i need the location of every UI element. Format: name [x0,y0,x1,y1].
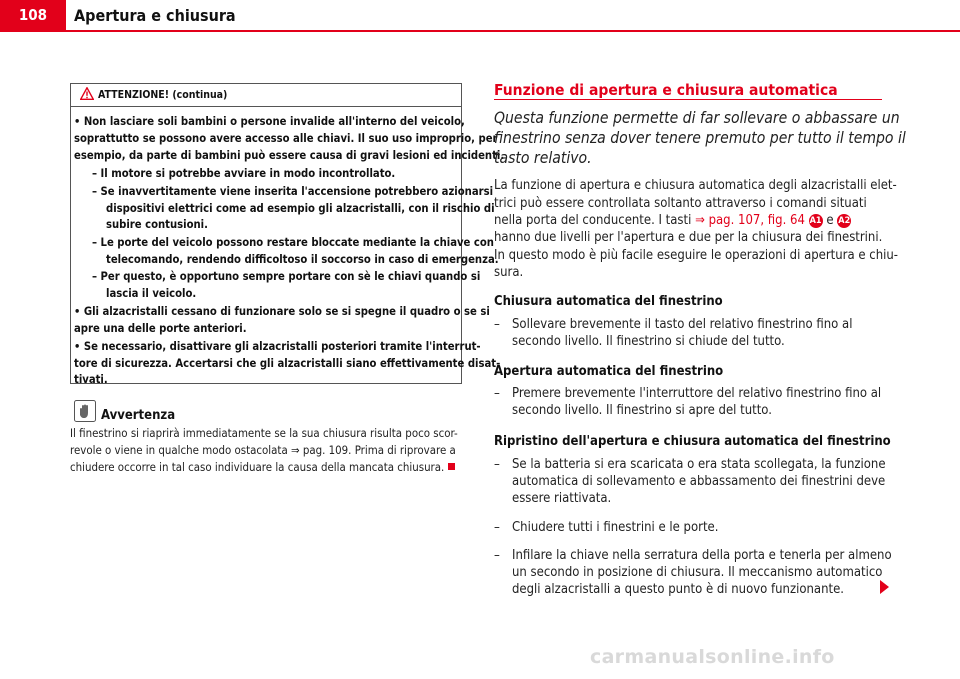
subheading-reset: Ripristino dell'apertura e chiusura automatica del finestrino [494,434,891,449]
warning-line: apre una delle porte anteriori. [74,322,247,335]
note-line: Il finestrino si riaprirà immediatamente se la sua chiusura risulta poco scor- [70,426,458,440]
page-reference-link[interactable]: ⇒ pag. 107, fig. 64 [695,213,805,228]
step-line: – [494,317,500,332]
warning-subline: subire contusioni. [106,218,208,231]
warning-line: • Non lasciare soli bambini o persone invalide all'interno del veicolo, [74,115,465,128]
warning-triangle-icon [80,87,94,100]
step-line: Premere brevemente l'interruttore del relativo finestrino fino al [512,386,882,401]
step-line: – [494,520,500,535]
warning-subline: lascia il veicolo. [106,287,197,300]
header-rule [0,30,960,32]
step-line: Se la batteria si era scaricata o era stata scollegata, la funzione [512,457,886,472]
step-line: essere riattivata. [512,491,612,506]
callout-badge-a2: A2 [838,216,851,226]
warning-line: • Se necessario, disattivare gli alzacristalli posteriori tramite l'interrut- [74,340,481,353]
section-intro: tasto relativo. [494,149,592,167]
step-line: Sollevare brevemente il tasto del relativo finestrino fino al [512,317,853,332]
warning-line: tore di sicurezza. Accertarsi che gli alzacristalli siano effettivamente disat- [74,357,501,370]
subheading-closing: Chiusura automatica del finestrino [494,294,723,309]
step-line: – [494,548,500,563]
step-line: un secondo in posizione di chiusura. Il meccanismo automatico [512,565,883,580]
section-intro: Questa funzione permette di far sollevare o abbassare un [494,109,900,127]
warning-title: ATTENZIONE! (continua) [98,89,228,101]
section-rule [494,99,882,100]
note-line: revole o viene in qualche modo ostacolata ⇒ pag. 109. Prima di riprovare a [70,443,456,457]
body-line: In questo modo è più facile eseguire le operazioni di apertura e chiu- [494,248,898,263]
warning-subline: – Per questo, è opportuno sempre portare con sè le chiavi quando si [92,270,481,283]
step-line: – [494,386,500,401]
page-title: Apertura e chiusura [74,6,236,25]
watermark: carmanualsonline.info [590,646,835,668]
warning-subline: – Il motore si potrebbe avviare in modo incontrollato. [92,167,396,180]
warning-subline: – Le porte del veicolo possono restare bloccate mediante la chiave con [92,236,494,249]
body-line: nella porta del conducente. I tasti ⇒ pag. 107, fig. 64 A1 e A2 [494,213,851,228]
note-line: chiudere occorre in tal caso individuare la causa della mancata chiusura. [70,459,455,476]
warning-line: • Gli alzacristalli cessano di funzionare solo se si spegne il quadro o se si [74,305,490,318]
body-line: trici può essere controllata soltanto attraverso i comandi situati [494,196,867,211]
note-hand-icon [74,400,96,422]
section-intro: finestrino senza dover tenere premuto per tutto il tempo il [494,129,906,147]
body-line: La funzione di apertura e chiusura automatica degli alzacristalli elet- [494,178,897,193]
warning-subline: telecomando, rendendo difficoltoso il soccorso in caso di emergenza. [106,253,499,266]
step-line: degli alzacristalli a questo punto è di nuovo funzionante. [512,582,844,597]
step-line: secondo livello. Il finestrino si chiude del tutto. [512,334,785,349]
continue-arrow-icon [880,580,889,594]
step-line: Chiudere tutti i finestrini e le porte. [512,520,719,535]
warning-line: esempio, da parte di bambini può essere causa di gravi lesioni ed incidenti. [74,149,505,162]
step-line: secondo livello. Il finestrino si apre del tutto. [512,403,772,418]
callout-badge-a1: A1 [809,216,822,226]
step-line: automatica di sollevamento e abbassamento dei finestrini deve [512,474,886,489]
end-mark-icon [448,463,455,470]
body-line: sura. [494,265,524,280]
warning-line: soprattutto se possono avere accesso alle chiavi. Il suo uso improprio, per [74,132,498,145]
step-line: Infilare la chiave nella serratura della porta e tenerla per almeno [512,548,892,563]
warning-subline: – Se inavvertitamente viene inserita l'accensione potrebbero azionarsi [92,185,494,198]
step-line: – [494,457,500,472]
subheading-opening: Apertura automatica del finestrino [494,364,724,379]
note-title: Avvertenza [101,408,176,423]
warning-line: tivati. [74,373,108,386]
section-title: Funzione di apertura e chiusura automatica [494,81,838,99]
warning-subline: dispositivi elettrici come ad esempio gli alzacristalli, con il rischio di [106,202,495,215]
body-line: hanno due livelli per l'apertura e due per la chiusura dei finestrini. [494,230,883,245]
page-number: 108 [0,0,66,30]
